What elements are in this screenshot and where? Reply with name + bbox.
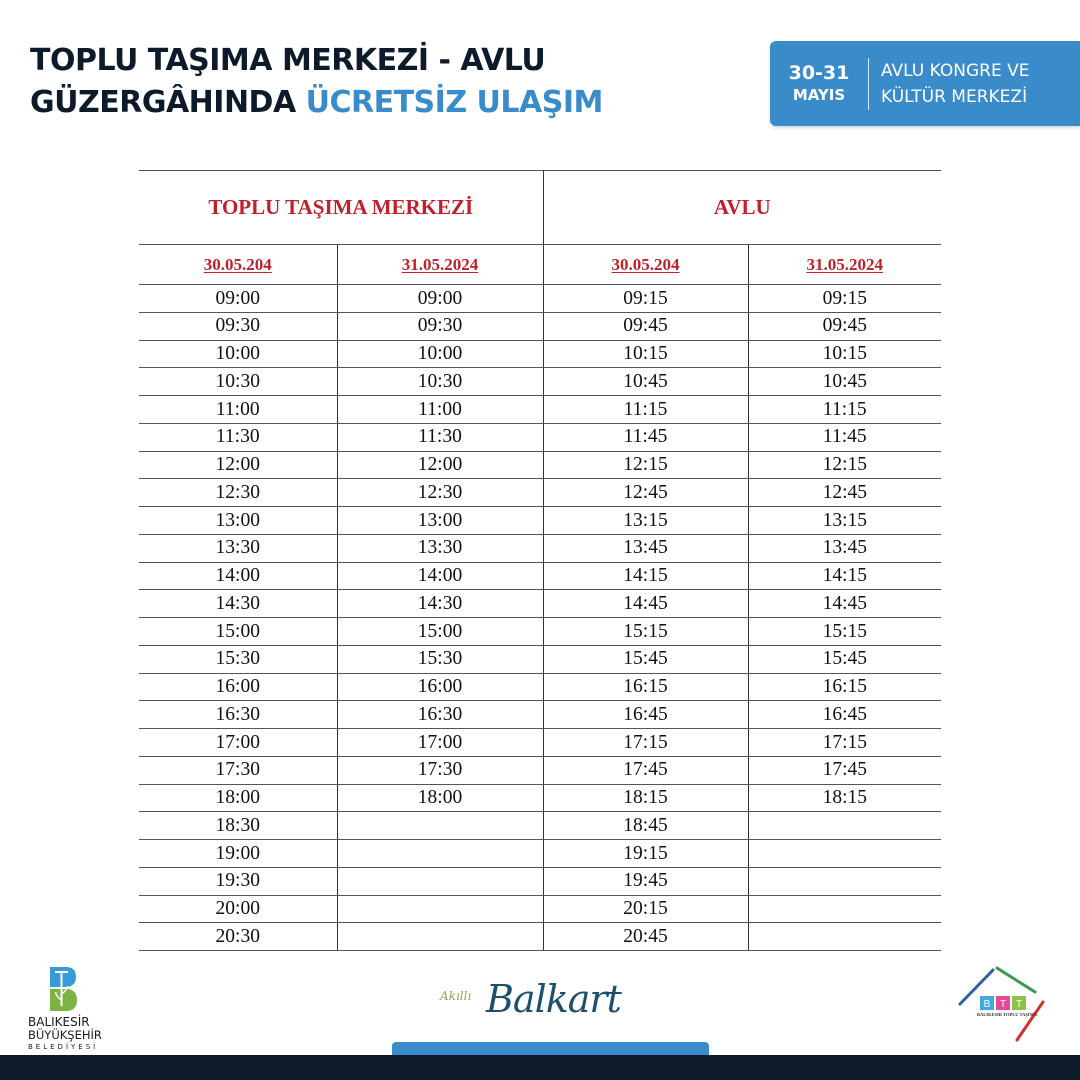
event-date bbox=[770, 62, 868, 106]
time-cell: 14:15 bbox=[543, 562, 748, 590]
time-cell: 17:45 bbox=[748, 756, 941, 784]
station-header-avlu: AVLU bbox=[543, 171, 941, 245]
time-cell: 17:00 bbox=[139, 729, 337, 757]
time-cell: 10:00 bbox=[337, 340, 543, 368]
time-cell: 12:15 bbox=[543, 451, 748, 479]
time-cell: 15:00 bbox=[139, 618, 337, 646]
time-cell: 09:15 bbox=[543, 285, 748, 313]
date-header: 30.05.204 bbox=[139, 245, 337, 285]
time-cell: 16:15 bbox=[748, 673, 941, 701]
time-cell: 11:00 bbox=[337, 396, 543, 424]
time-cell: 10:30 bbox=[337, 368, 543, 396]
table-row bbox=[139, 451, 941, 479]
time-cell: 14:45 bbox=[543, 590, 748, 618]
table-row bbox=[139, 396, 941, 424]
time-cell: 16:45 bbox=[748, 701, 941, 729]
time-cell bbox=[337, 812, 543, 840]
time-cell bbox=[337, 867, 543, 895]
btt-logo bbox=[955, 962, 1055, 1042]
time-cell: 09:45 bbox=[748, 312, 941, 340]
time-cell bbox=[748, 812, 941, 840]
time-cell: 15:30 bbox=[139, 645, 337, 673]
date-header-row bbox=[139, 245, 941, 285]
table-row bbox=[139, 756, 941, 784]
time-cell: 13:30 bbox=[139, 534, 337, 562]
time-cell: 14:30 bbox=[139, 590, 337, 618]
time-cell: 09:00 bbox=[139, 285, 337, 313]
station-header-row bbox=[139, 171, 941, 245]
time-cell: 20:00 bbox=[139, 895, 337, 923]
time-cell: 18:15 bbox=[748, 784, 941, 812]
event-month: MAYIS bbox=[792, 85, 846, 104]
table-row bbox=[139, 645, 941, 673]
event-badge bbox=[770, 41, 1080, 126]
time-cell bbox=[748, 867, 941, 895]
time-cell: 15:15 bbox=[748, 618, 941, 646]
station-header-toplu-tasima: TOPLU TAŞIMA MERKEZİ bbox=[139, 171, 543, 245]
title-line-2-dark: GÜZERGÂHINDA bbox=[30, 85, 306, 120]
time-cell: 20:15 bbox=[543, 895, 748, 923]
table-row bbox=[139, 618, 941, 646]
table-row bbox=[139, 923, 941, 951]
table-row bbox=[139, 562, 941, 590]
table-row bbox=[139, 867, 941, 895]
title-line-2-accent: ÜCRETSİZ ULAŞIM bbox=[305, 85, 603, 120]
time-cell: 10:45 bbox=[543, 368, 748, 396]
time-cell: 16:15 bbox=[543, 673, 748, 701]
time-cell: 12:15 bbox=[748, 451, 941, 479]
time-cell: 09:00 bbox=[337, 285, 543, 313]
time-cell: 17:30 bbox=[139, 756, 337, 784]
time-cell: 20:45 bbox=[543, 923, 748, 951]
time-cell bbox=[748, 840, 941, 868]
balkart-big-text: Balkart bbox=[486, 977, 621, 1021]
time-cell: 19:30 bbox=[139, 867, 337, 895]
table-row bbox=[139, 895, 941, 923]
table-row bbox=[139, 590, 941, 618]
table-row bbox=[139, 840, 941, 868]
time-cell: 10:30 bbox=[139, 368, 337, 396]
time-cell: 13:45 bbox=[543, 534, 748, 562]
time-cell: 10:15 bbox=[543, 340, 748, 368]
time-cell: 13:00 bbox=[139, 507, 337, 535]
event-venue bbox=[869, 58, 1029, 110]
time-cell: 13:30 bbox=[337, 534, 543, 562]
venue-line-2: KÜLTÜR MERKEZİ bbox=[881, 86, 1028, 107]
time-cell: 16:00 bbox=[139, 673, 337, 701]
time-cell: 10:00 bbox=[139, 340, 337, 368]
time-cell: 14:45 bbox=[748, 590, 941, 618]
time-cell: 13:15 bbox=[748, 507, 941, 535]
time-cell: 11:15 bbox=[543, 396, 748, 424]
time-cell: 10:15 bbox=[748, 340, 941, 368]
time-cell: 15:45 bbox=[748, 645, 941, 673]
balkart-small-text: Akıllı bbox=[440, 989, 472, 1003]
time-cell: 17:00 bbox=[337, 729, 543, 757]
akilli-balkart-logo bbox=[438, 975, 658, 1035]
time-cell bbox=[337, 923, 543, 951]
time-cell: 17:15 bbox=[748, 729, 941, 757]
table-row bbox=[139, 340, 941, 368]
time-cell: 16:45 bbox=[543, 701, 748, 729]
time-cell: 18:30 bbox=[139, 812, 337, 840]
time-cell: 16:30 bbox=[139, 701, 337, 729]
btt-logo-icon bbox=[955, 962, 1055, 1042]
time-cell: 18:45 bbox=[543, 812, 748, 840]
time-cell: 10:45 bbox=[748, 368, 941, 396]
time-cell: 17:45 bbox=[543, 756, 748, 784]
time-cell: 13:45 bbox=[748, 534, 941, 562]
table-row bbox=[139, 285, 941, 313]
time-cell: 15:15 bbox=[543, 618, 748, 646]
bottom-bar bbox=[0, 1055, 1080, 1080]
time-cell: 19:45 bbox=[543, 867, 748, 895]
time-cell: 17:30 bbox=[337, 756, 543, 784]
table-row bbox=[139, 368, 941, 396]
time-cell bbox=[748, 923, 941, 951]
table-row bbox=[139, 812, 941, 840]
table-row bbox=[139, 534, 941, 562]
time-cell: 09:30 bbox=[139, 312, 337, 340]
time-cell: 18:00 bbox=[139, 784, 337, 812]
date-header: 30.05.204 bbox=[543, 245, 748, 285]
venue-line-1: AVLU KONGRE VE bbox=[881, 60, 1030, 81]
time-cell: 11:30 bbox=[337, 423, 543, 451]
svg-text:B: B bbox=[983, 999, 991, 1010]
schedule-body bbox=[139, 285, 941, 951]
table-row bbox=[139, 784, 941, 812]
table-row bbox=[139, 673, 941, 701]
time-cell: 20:30 bbox=[139, 923, 337, 951]
table-row bbox=[139, 729, 941, 757]
time-cell: 15:00 bbox=[337, 618, 543, 646]
schedule-table bbox=[139, 170, 941, 951]
svg-text:T: T bbox=[1015, 999, 1023, 1010]
time-cell: 17:15 bbox=[543, 729, 748, 757]
time-cell: 16:00 bbox=[337, 673, 543, 701]
time-cell: 15:45 bbox=[543, 645, 748, 673]
time-cell: 14:00 bbox=[139, 562, 337, 590]
municipality-name: BALIKESİR BÜYÜKŞEHİR BELEDİYESİ bbox=[28, 1015, 102, 1051]
table-row bbox=[139, 507, 941, 535]
time-cell bbox=[748, 895, 941, 923]
time-cell: 19:00 bbox=[139, 840, 337, 868]
title-line-1: TOPLU TAŞIMA MERKEZİ - AVLU bbox=[30, 43, 546, 78]
time-cell: 16:30 bbox=[337, 701, 543, 729]
page-title bbox=[30, 40, 603, 124]
time-cell: 14:30 bbox=[337, 590, 543, 618]
time-cell: 11:30 bbox=[139, 423, 337, 451]
time-cell: 11:45 bbox=[748, 423, 941, 451]
time-cell: 09:30 bbox=[337, 312, 543, 340]
table-row bbox=[139, 701, 941, 729]
time-cell bbox=[337, 895, 543, 923]
table-row bbox=[139, 423, 941, 451]
time-cell: 11:45 bbox=[543, 423, 748, 451]
time-cell: 19:15 bbox=[543, 840, 748, 868]
time-cell bbox=[337, 840, 543, 868]
time-cell: 14:00 bbox=[337, 562, 543, 590]
time-cell: 15:30 bbox=[337, 645, 543, 673]
time-cell: 11:00 bbox=[139, 396, 337, 424]
time-cell: 09:15 bbox=[748, 285, 941, 313]
time-cell: 12:30 bbox=[139, 479, 337, 507]
table-row bbox=[139, 312, 941, 340]
time-cell: 12:45 bbox=[748, 479, 941, 507]
title-line-2 bbox=[30, 82, 603, 124]
time-cell: 12:00 bbox=[139, 451, 337, 479]
time-cell: 14:15 bbox=[748, 562, 941, 590]
time-cell: 13:00 bbox=[337, 507, 543, 535]
time-cell: 09:45 bbox=[543, 312, 748, 340]
table-row bbox=[139, 479, 941, 507]
date-header: 31.05.2024 bbox=[337, 245, 543, 285]
time-cell: 11:15 bbox=[748, 396, 941, 424]
time-cell: 12:00 bbox=[337, 451, 543, 479]
time-cell: 13:15 bbox=[543, 507, 748, 535]
time-cell: 18:15 bbox=[543, 784, 748, 812]
balikesir-b-logo-icon bbox=[48, 966, 78, 1012]
time-cell: 12:30 bbox=[337, 479, 543, 507]
btt-caption: BALIKESİR TOPLU TAŞIMA bbox=[977, 1012, 1038, 1017]
time-cell: 12:45 bbox=[543, 479, 748, 507]
event-days: 30-31 bbox=[788, 61, 850, 84]
time-cell: 18:00 bbox=[337, 784, 543, 812]
date-header: 31.05.2024 bbox=[748, 245, 941, 285]
svg-text:T: T bbox=[999, 999, 1007, 1010]
